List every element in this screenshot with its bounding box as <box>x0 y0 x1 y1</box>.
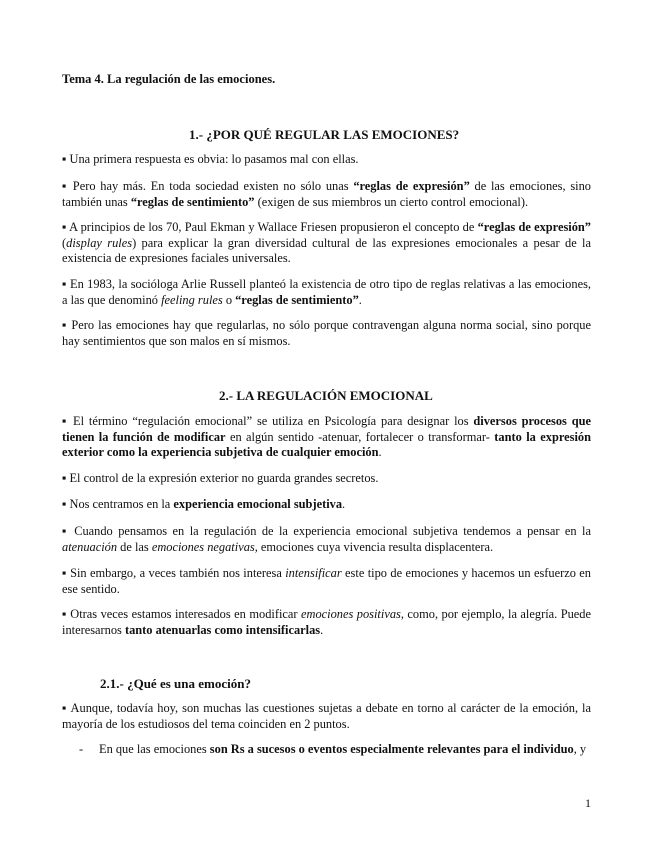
section-2-1-paragraph-1: ▪ Aunque, todavía hoy, son muchas las cuestiones sujetas a debate en torno al carácter de la emoción, la mayoría de los estudiosos del tema coinciden en 2 puntos. <box>62 701 591 731</box>
section-2-paragraph-2: ▪ El control de la expresión exterior no guarda grandes secretos. <box>62 471 379 485</box>
section-2-1-list-item-1: - En que las emociones son Rs a sucesos o eventos especialmente relevantes para el individuo, y <box>79 742 587 756</box>
section-2-paragraph-3: ▪ Nos centramos en la experiencia emocional subjetiva. <box>62 497 346 511</box>
section-2-paragraph-4: ▪ Cuando pensamos en la regulación de la experiencia emocional subjetiva tendemos a pensar en la atenuación de las emociones negativas, emociones cuya vivencia resulta displacentera. <box>62 524 591 554</box>
section-2-paragraph-6: ▪ Otras veces estamos interesados en modificar emociones positivas, como, por ejemplo, la alegría. Puede interesarnos tanto atenuarlas como intensificarlas. <box>62 607 591 637</box>
section-1-paragraph-5: ▪ Pero las emociones hay que regularlas, no sólo porque contravengan alguna norma social, sino porque hay sentimientos que son malos en sí mismos. <box>62 318 591 348</box>
document-title: Tema 4. La regulación de las emociones. <box>62 72 276 86</box>
section-2-1-heading: 2.1.- ¿Qué es una emoción? <box>100 676 251 691</box>
section-1-paragraph-2: ▪ Pero hay más. En toda sociedad existen no sólo unas “reglas de expresión” de las emociones, sino también unas “reglas de sentimiento” (exigen de sus miembros un cierto control emocional). <box>62 179 591 209</box>
section-2-paragraph-1: ▪ El término “regulación emocional” se utiliza en Psicología para designar los diversos procesos que tienen la función de modificar en algún sentido -atenuar, fortalecer o transformar- tanto la expresión exterior como la experiencia subjetiva de cualquier emoción. <box>62 414 591 460</box>
section-1-paragraph-3: ▪ A principios de los 70, Paul Ekman y Wallace Friesen propusieron el concepto de “reglas de expresión” (display rules) para explicar la gran diversidad cultural de las expresiones emocionales a pesar de la existencia de expresiones faciales universales. <box>62 220 591 266</box>
list-dash: - <box>79 742 84 756</box>
section-1-paragraph-4: ▪ En 1983, la socióloga Arlie Russell planteó la existencia de otro tipo de reglas relativas a las emociones, a las que denominó feeling rules o “reglas de sentimiento”. <box>62 277 591 307</box>
section-2-paragraph-5: ▪ Sin embargo, a veces también nos interesa intensificar este tipo de emociones y hacemos un esfuerzo en ese sentido. <box>62 566 591 596</box>
section-2-heading: 2.- LA REGULACIÓN EMOCIONAL <box>219 388 433 403</box>
section-1-heading: 1.- ¿POR QUÉ REGULAR LAS EMOCIONES? <box>189 127 460 142</box>
section-1-paragraph-1: ▪ Una primera respuesta es obvia: lo pasamos mal con ellas. <box>62 152 359 166</box>
page-number: 1 <box>585 796 591 810</box>
